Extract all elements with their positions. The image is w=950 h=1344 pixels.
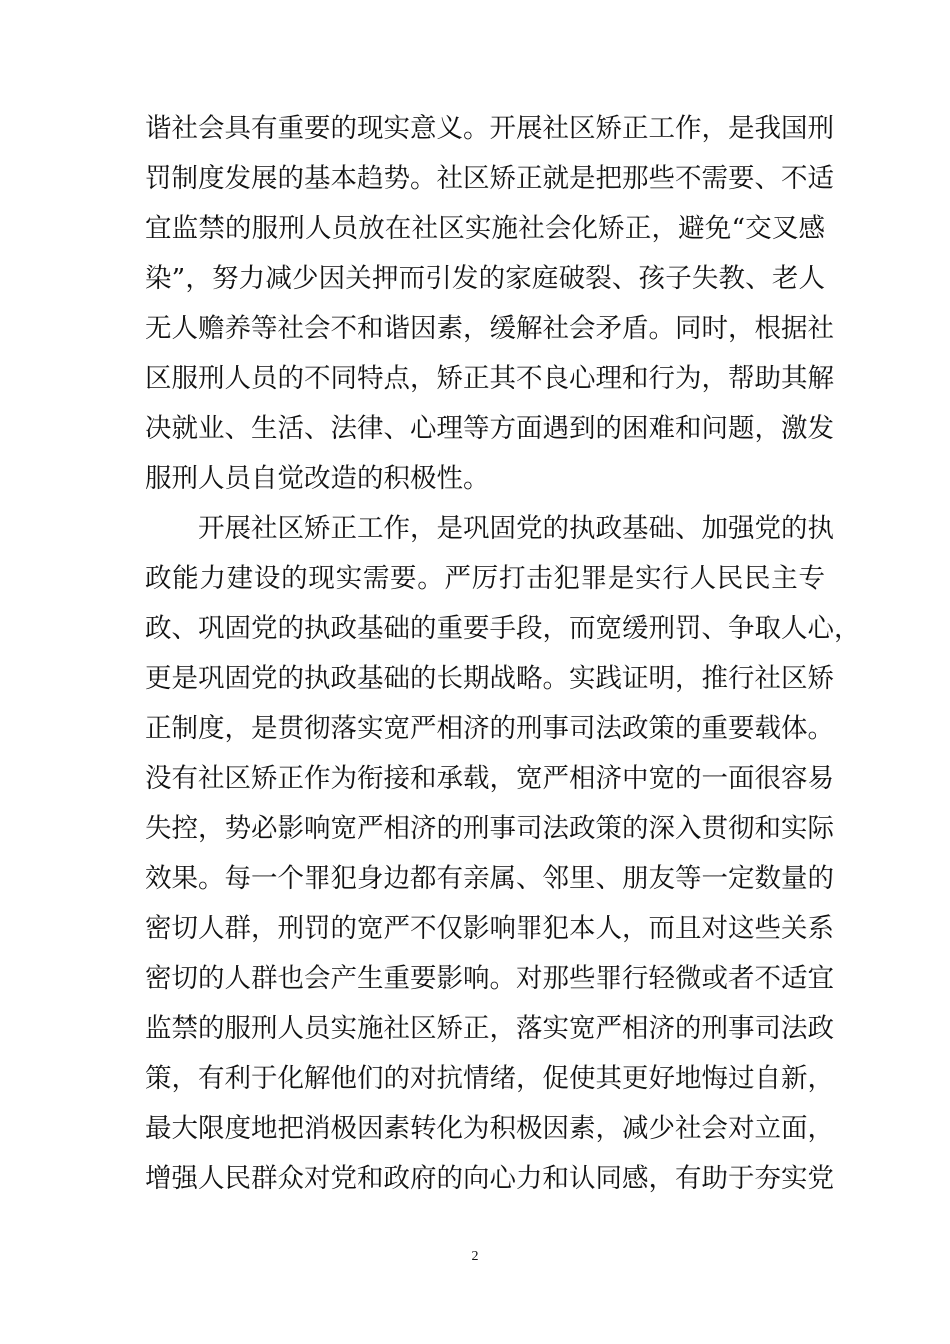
text-line: 策，有利于化解他们的对抗情绪，促使其更好地悔过自新， <box>145 1063 834 1094</box>
text-line: 监禁的服刑人员实施社区矫正，落实宽严相济的刑事司法政 <box>145 1013 834 1044</box>
page-number: 2 <box>471 1249 479 1264</box>
text-line: 密切人群，刑罚的宽严不仅影响罪犯本人，而且对这些关系 <box>145 913 834 944</box>
paragraph-start-line: 开展社区矫正工作，是巩固党的执政基础、加强党的执 <box>198 513 834 544</box>
text-line: 密切的人群也会产生重要影响。对那些罪行轻微或者不适宜 <box>145 963 834 994</box>
text-line: 区服刑人员的不同特点，矫正其不良心理和行为，帮助其解 <box>145 363 834 394</box>
text-line: 染”，努力减少因关押而引发的家庭破裂、孩子失教、老人 <box>145 263 825 294</box>
text-line: 服刑人员自觉改造的积极性。 <box>145 463 490 494</box>
body-text <box>145 104 861 1204</box>
text-line: 失控，势必影响宽严相济的刑事司法政策的深入贯彻和实际 <box>145 813 834 844</box>
text-line: 没有社区矫正作为衔接和承载，宽严相济中宽的一面很容易 <box>145 763 834 794</box>
text-line: 效果。每一个罪犯身边都有亲属、邻里、朋友等一定数量的 <box>145 863 834 894</box>
text-line: 宜监禁的服刑人员放在社区实施社会化矫正，避免“交叉感 <box>145 213 825 244</box>
text-line: 政能力建设的现实需要。严厉打击犯罪是实行人民民主专 <box>145 563 825 594</box>
text-line: 谐社会具有重要的现实意义。开展社区矫正工作，是我国刑 <box>145 113 834 144</box>
text-line: 正制度，是贯彻落实宽严相济的刑事司法政策的重要载体。 <box>145 713 834 744</box>
text-line: 最大限度地把消极因素转化为积极因素，减少社会对立面， <box>145 1113 834 1144</box>
text-line: 决就业、生活、法律、心理等方面遇到的困难和问题，激发 <box>145 413 834 444</box>
text-line: 政、巩固党的执政基础的重要手段，而宽缓刑罚、争取人心， <box>145 613 861 644</box>
text-line: 更是巩固党的执政基础的长期战略。实践证明，推行社区矫 <box>145 663 834 694</box>
text-line: 罚制度发展的基本趋势。社区矫正就是把那些不需要、不适 <box>145 163 834 194</box>
text-line: 无人赡养等社会不和谐因素，缓解社会矛盾。同时，根据社 <box>145 313 834 344</box>
text-line: 增强人民群众对党和政府的向心力和认同感，有助于夯实党 <box>145 1163 834 1194</box>
